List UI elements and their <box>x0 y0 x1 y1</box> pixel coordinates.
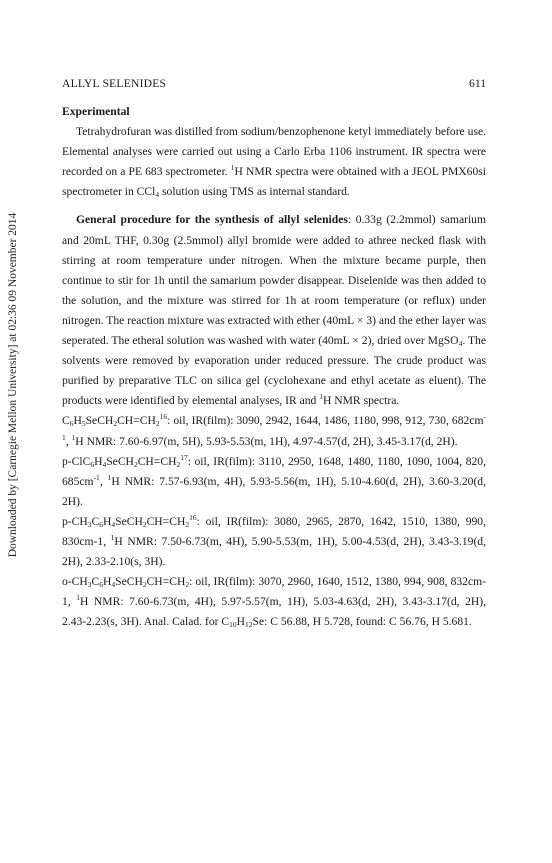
compound-entry: $o-CH_3C_6H_4SeCH_2CH=CH_2$: oil, IR(film): 3070, 2960, 1640, 1512, 1380, 994, 908, 832cm-1, $^1$H NMR: 7.60-6.73(m, 4H), 5.97-5.57(m, 1H), 5.03-4.63(d, 2H), 3.43-3.17(d, 2H), 2.43-2.23(s, 3H). Anal. Calad. for $C_{10}H_{12}Se$: C 56.88, H 5.728, found: C 56.76, H 5.681. <box>62 575 487 630</box>
section-heading-experimental: Experimental <box>62 105 130 118</box>
general-procedure-heading: General procedure for the synthesis of allyl selenides <box>76 213 348 227</box>
paragraph-materials: Tetrahydrofuran was distilled from sodium/benzophenone ketyl immediately before use. Elemental analyses were carried out using a Carlo Erba 1106 instrument. IR spectra were recorded on a PE 683 spectrometer. $^1$H NMR spectra were obtained with a JEOL PMX60si spectrometer in CCl$_4$ solution using TMS as internal standard. <box>62 125 486 200</box>
page-content <box>62 74 486 632</box>
page-number: 611 <box>469 77 486 90</box>
compound-entry: $p-ClC_6H_4SeCH_2CH=CH_2^{17}$: oil, IR(film): 3110, 2950, 1648, 1480, 1180, 1090, 1004, 820, $685cm^{-1}$, $^1$H NMR: 7.57-6.93(m, 4H), 5.93-5.56(m, 1H), 5.10-4.60(d, 2H), 3.60-3.20(d, 2H). <box>62 452 487 508</box>
download-note: Downloaded by [Carnegie Mellon University] at 02:36 09 November 2014 <box>7 212 19 558</box>
running-title: ALLYL SELENIDES <box>62 77 167 90</box>
running-header <box>62 74 486 94</box>
compound-entry: $p-CH_3C_6H_4SeCH_2CH=CH_2^{16}$: oil, IR(film): 3080, 2965, 2870, 1642, 1510, 1380, 990, 830cm-1, $^1$H NMR: 7.50-6.73(m, 4H), 5.90-5.53(m, 1H), 5.00-4.53(d, 2H), 3.43-3.19(d, 2H), 2.33-2.10(s, 3H). <box>62 512 487 569</box>
download-watermark <box>0 0 26 863</box>
compound-entry: $C_6H_5SeCH_2CH=CH_2^{16}$: oil, IR(film): 3090, 2942, 1644, 1486, 1180, 998, 912, 730, $682cm^{-1}$, $^1$H NMR: 7.60-6.97(m, 5H), 5.93-5.53(m, 1H), 4.97-4.57(d, 2H), 3.45-3.17(d, 2H). <box>62 412 486 448</box>
paragraph-general-procedure: General procedure for the synthesis of allyl selenides: 0.33g (2.2mmol) samarium and 20mL THF, 0.30g (2.5mmol) allyl bromide were added to athree necked flask with stirring at room temperature under nitrogen. When the mixture became purple, then continue to stir for 1h until the samarium powder disappear. Diselenide was then added to the solution, and the mixture was stirred for 1h at room temperature (or reflux) under nitrogen. The reaction mixture was extracted with ether (40mL × 3) and the ether layer was seperated. The etheral solution was washed with water (40mL × 2), dried over MgSO$_4$. The solvents were removed by evaporation under reduced pressure. The crude product was purified by preparative TLC on silica gel (cyclohexane and ethyl acetate as eluent). The products were identified by elemental analyses, IR and $^1$H NMR spectra. <box>62 213 486 408</box>
